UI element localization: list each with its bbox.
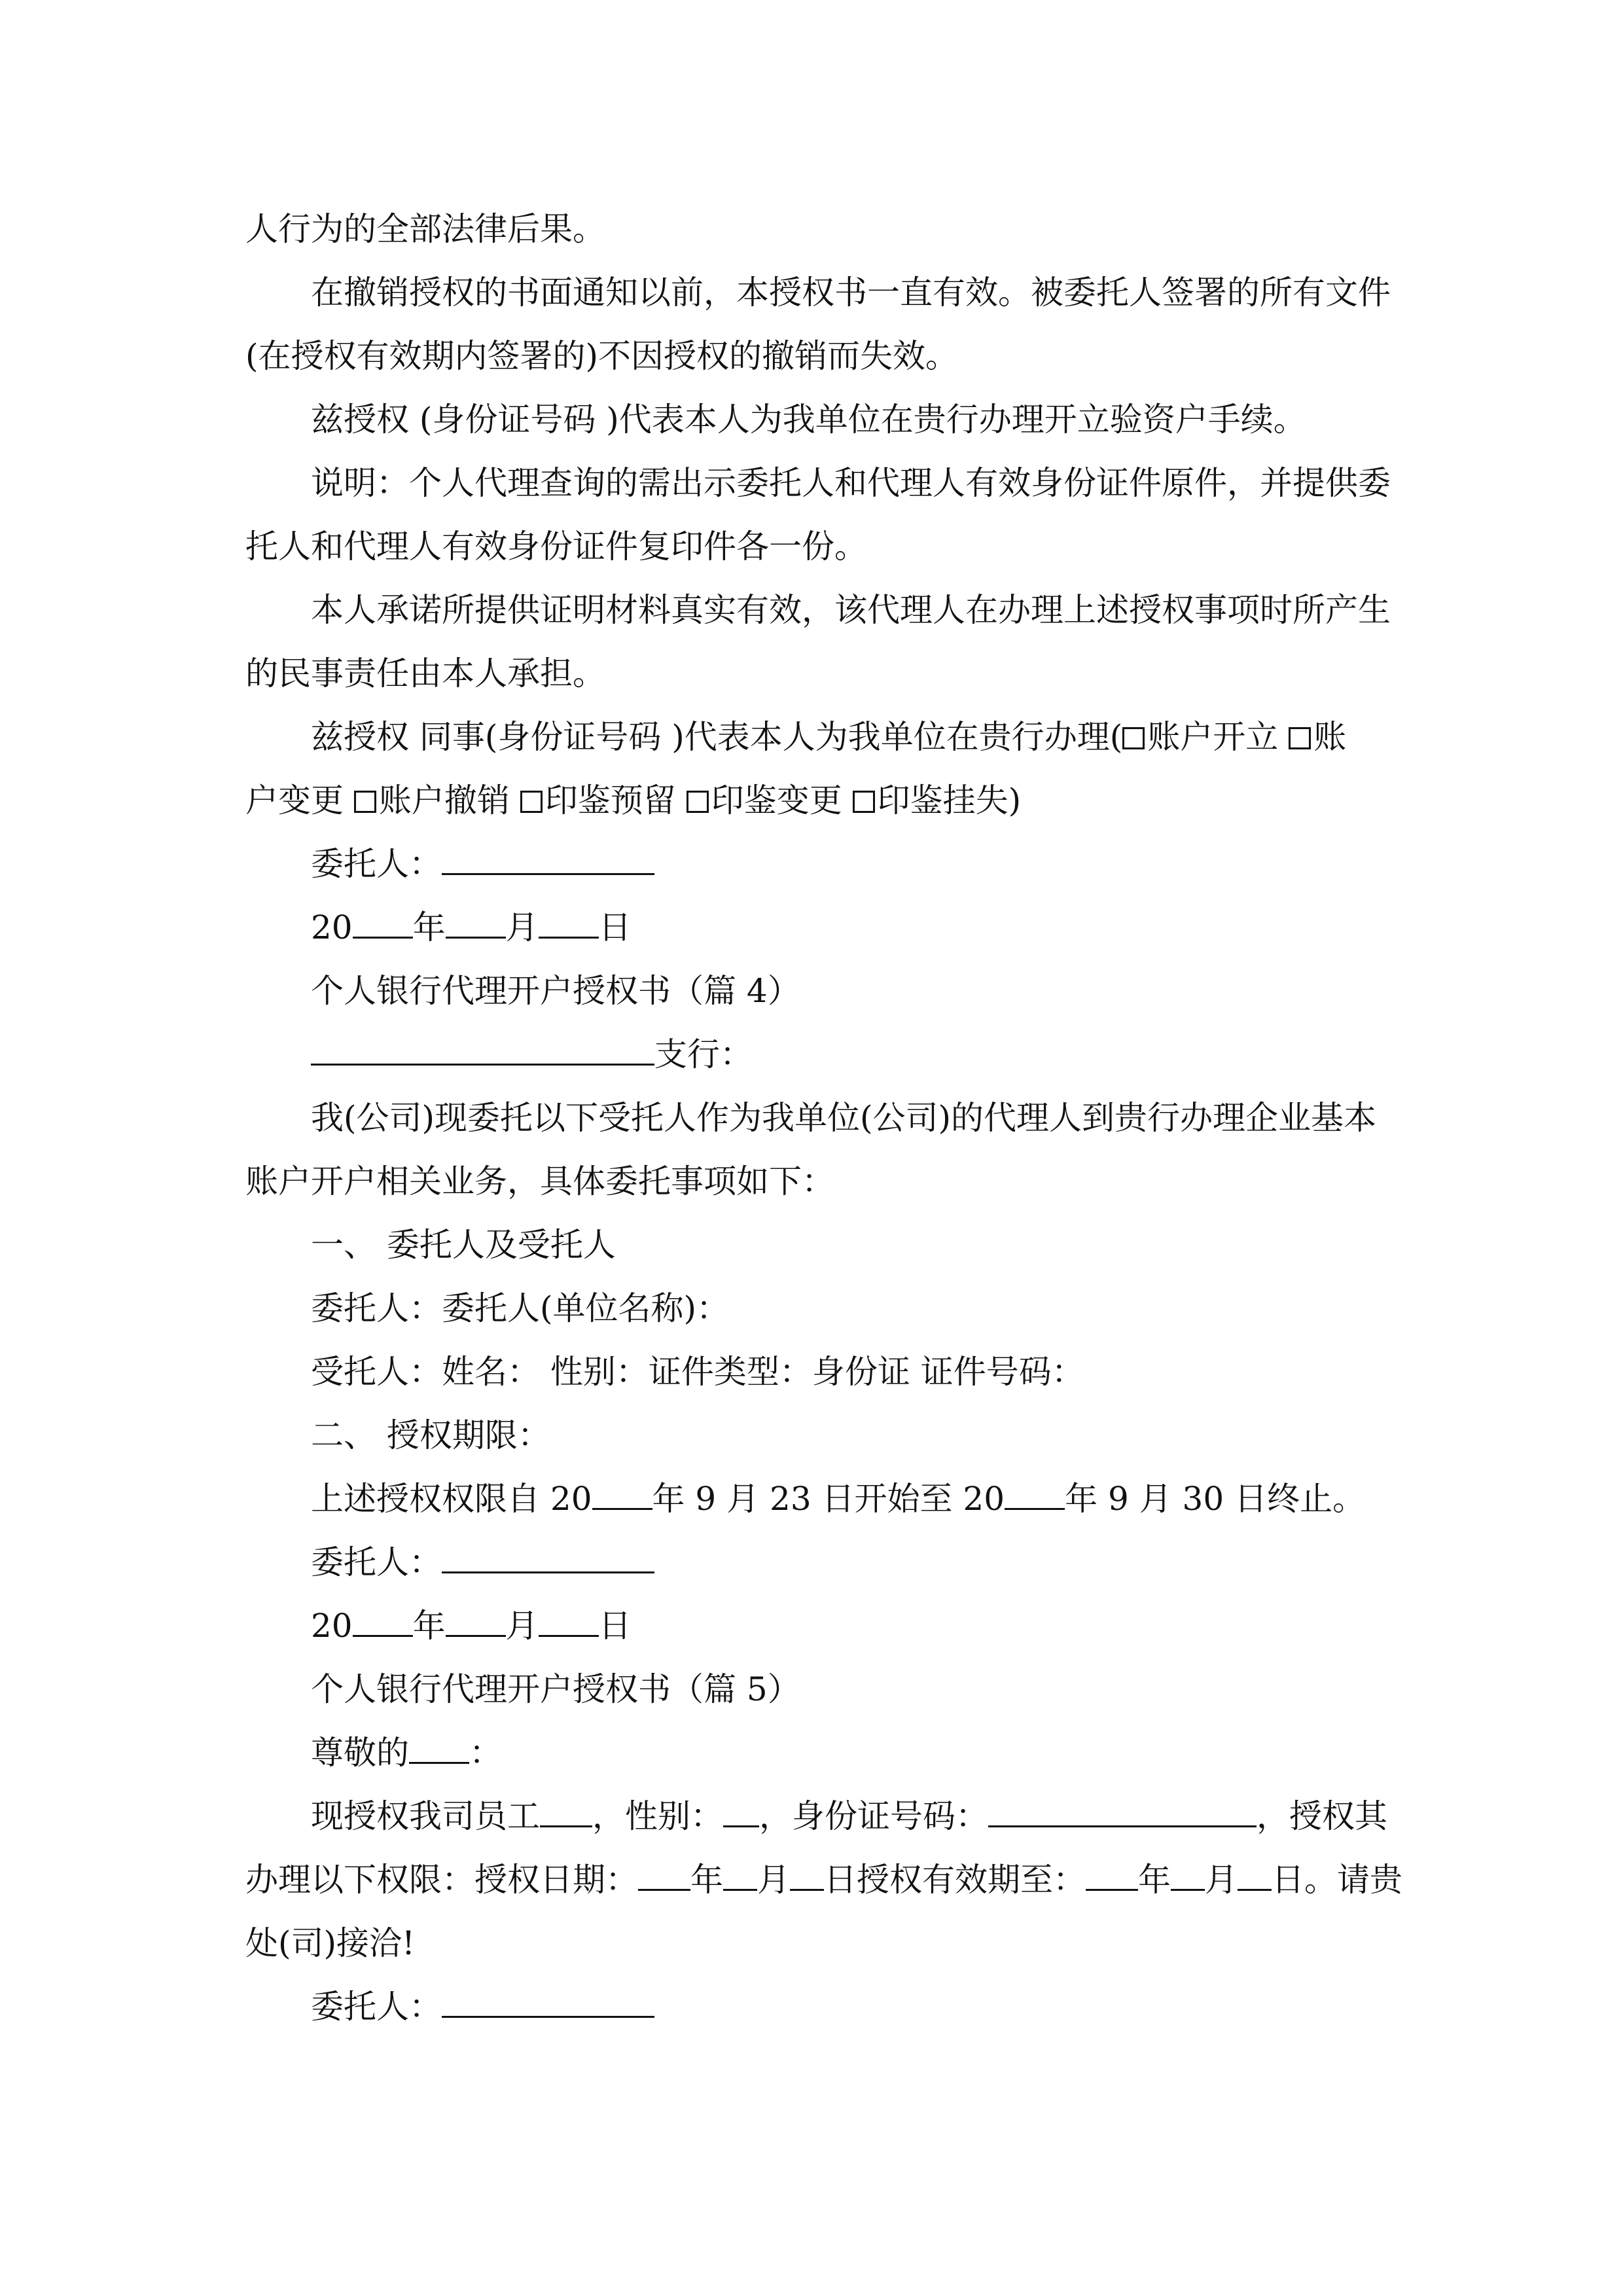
checkbox-icon [1122,727,1145,749]
branch-line [0,1035,1623,1074]
paragraph-line: 在撤销授权的书面通知以前，本授权书一直有效。被委托人签署的所有文件 [311,274,1391,312]
paragraph-line: (在授权有效期内签署的)不因授权的撤销而失效。 [245,337,959,375]
signature-blank [442,1543,654,1573]
year-label: 年 [412,908,446,946]
text-run: 年 9 月 30 日终止。 [1065,1480,1366,1518]
month-blank [723,1860,757,1891]
paragraph-line [0,1797,1623,1836]
text-run: ，授权其 [1257,1797,1387,1835]
paragraph-line: 我(公司)现委托以下受托人作为我单位(公司)的代理人到贵行办理企业基本 [311,1099,1377,1137]
year-blank [353,908,413,939]
salutation-line [0,1733,1623,1772]
checkbox-icon [853,791,875,813]
checkbox-label: 账户撤销 [378,781,520,819]
month-blank [1171,1860,1205,1891]
paragraph-line: 的民事责任由本人承担。 [245,655,605,692]
signature-line [0,1543,1623,1582]
checkbox-icon [687,791,709,813]
month-label: 月 [505,1607,539,1645]
paragraph-line: 说明：个人代理查询的需出示委托人和代理人有效身份证件原件，并提供委 [311,464,1391,502]
month-blank [446,1606,506,1637]
paragraph-line: 处(司)接洽! [245,1924,416,1962]
text-run: 尊敬的 [311,1734,409,1772]
signature-line [0,844,1623,884]
checkbox-icon [520,791,543,813]
date-prefix: 20 [311,908,353,946]
text-run: ，身份证号码： [759,1797,988,1835]
year-blank [1005,1479,1065,1510]
text-run: 月 [757,1861,790,1899]
checkbox-label: 印鉴预留 [544,781,687,819]
section-title: 个人银行代理开户授权书（篇 5） [311,1670,800,1708]
principal-label: 委托人： [311,845,442,883]
gender-blank [723,1797,759,1827]
paragraph-line [0,1860,1623,1899]
section-title: 个人银行代理开户授权书（篇 4） [311,972,800,1010]
text-run: 日授权有效期至： [824,1861,1086,1899]
checkbox-label: 印鉴变更 [711,781,853,819]
day-blank [790,1860,824,1891]
signature-blank [442,844,654,875]
month-label: 月 [505,908,539,946]
paragraph-line: 兹授权 (身份证号码 )代表本人为我单位在贵行办理开立验资户手续。 [311,401,1306,439]
paragraph-line [0,717,1623,757]
text-run: 现授权我司员工 [311,1797,540,1835]
text-run: ，性别： [592,1797,723,1835]
year-blank [592,1479,652,1510]
text-run: 年 [1138,1861,1171,1899]
year-blank [353,1606,413,1637]
paragraph-line: 账户开户相关业务，具体委托事项如下： [245,1162,834,1200]
paragraph-line: 托人和代理人有效身份证件复印件各一份。 [245,528,867,565]
text-run: 兹授权 同事(身份证号码 )代表本人为我单位在贵行办理( [311,718,1123,756]
text-run: ： [469,1734,502,1772]
text-run: 年 [690,1861,723,1899]
date-line [0,908,1623,947]
day-blank [539,908,599,939]
employee-blank [540,1797,592,1827]
branch-label: 支行： [654,1035,753,1073]
checkbox-label: 户变更 [245,781,354,819]
text-run: 月 [1205,1861,1238,1899]
section-heading: 一、 委托人及受托人 [311,1226,616,1264]
month-blank [446,908,506,939]
checkbox-label: 账 [1313,718,1347,756]
day-label: 日 [598,1607,632,1645]
checkbox-icon [354,791,376,813]
paragraph-line: 委托人：委托人(单位名称)： [311,1289,730,1327]
day-blank [539,1606,599,1637]
text-run: 年 9 月 23 日开始至 20 [652,1480,1005,1518]
year-blank [1086,1860,1138,1891]
signature-line [0,1987,1623,2026]
branch-blank [311,1035,654,1066]
principal-label: 委托人： [311,1543,442,1581]
section-heading: 二、 授权期限： [311,1416,550,1454]
checkbox-label: 账户开立 [1147,718,1289,756]
paragraph-line: 人行为的全部法律后果。 [245,210,605,248]
recipient-blank [409,1733,469,1764]
day-blank [1238,1860,1272,1891]
date-line [0,1606,1623,1645]
signature-blank [442,1987,654,2018]
day-label: 日 [598,908,632,946]
term-line [0,1479,1623,1518]
id-number-blank [988,1797,1257,1827]
checkbox-label: 印鉴挂失) [877,781,1022,819]
paragraph-line [0,781,1623,820]
year-blank [638,1860,690,1891]
text-run: 办理以下权限：授权日期： [245,1861,638,1899]
text-run: 日。请贵 [1272,1861,1402,1899]
year-label: 年 [412,1607,446,1645]
text-run: 上述授权权限自 20 [311,1480,592,1518]
principal-label: 委托人： [311,1988,442,2026]
paragraph-line: 受托人：姓名： 性别：证件类型：身份证 证件号码： [311,1353,1084,1391]
checkbox-icon [1289,727,1311,749]
date-prefix: 20 [311,1607,353,1645]
paragraph-line: 本人承诺所提供证明材料真实有效，该代理人在办理上述授权事项时所产生 [311,591,1391,629]
